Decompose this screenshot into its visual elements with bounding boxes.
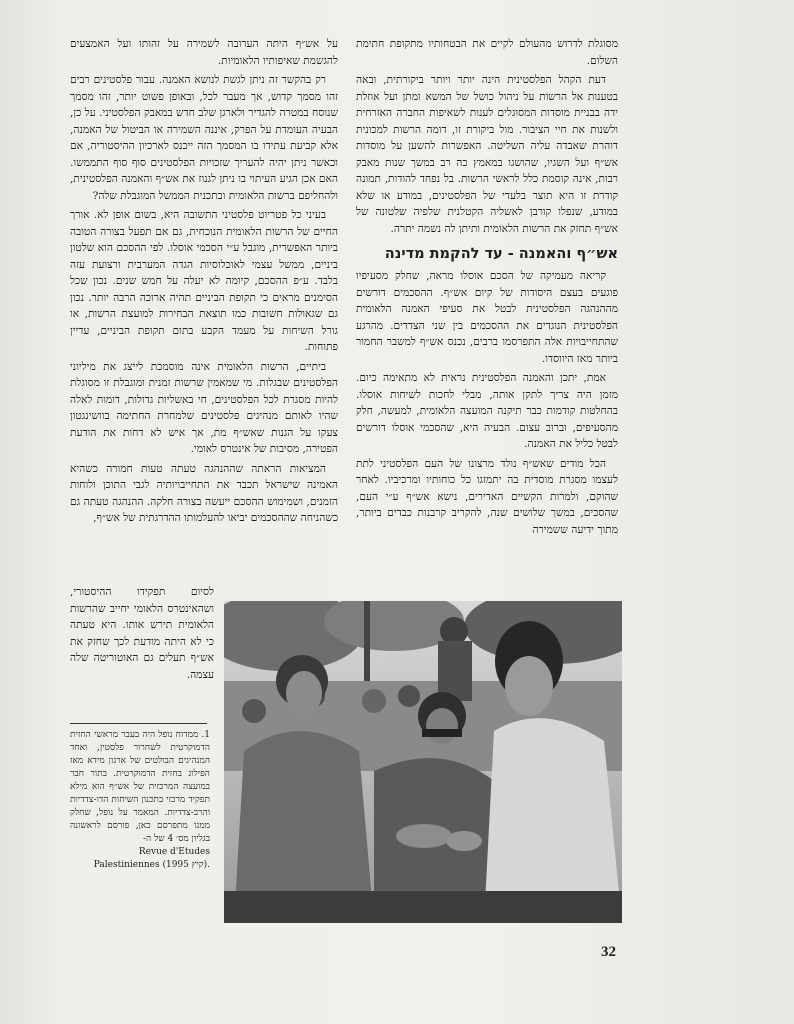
paragraph: הכל מודים שאש״ף נולד מרצונו של העם הפלסטיני לתת לעצמו מסגרת מוסדית בה יתמזגו כל כוחותיו ומרכיביו. לאחר שהוקם, ולמרות הקשיים האדירים, נישא אש״ף ע״י העם, שהסכים, במשך שלושים שנה, להקריב קרבנות כבדים ביותר, מתוך ידיעה ששמירה xyxy=(356,457,618,536)
paragraph: לסיום תפקידו ההיסטורי, ושהאינטרס הלאומי יחייב שהרשות הלאומית תירש אותו. היא טעתה כי לא היתה מודעת לכך שחזק את אש״ף תעלים גם האוטוריטה שלה עצמה. xyxy=(70,586,214,681)
paragraph: על אש״ף היתה הערובה לשמירה על זהותו ועל האמצעים להגשמת שאיפותיו הלאומיות. xyxy=(70,38,338,67)
paragraph: דעת הקהל הפלסטינית הינה יותר ויותר ביקורתית, ובאה בטענות אל הרשות על ניהול כושל של המשא ומתן ועל אוזלת ידה בבניית מוסדות המסוגלים לענות לשאיפות החברה האזרחית ולשנות את חיי הציבור. מול ביקורת זו, דומה הרשות למכונית דוהרת שאבדה עליה השליטה. האפשרות להשען על מוסדות אש״ף ועל השגיו, שהושגו במאמץ כה רב במשך שנות מאבק רבות, אינה קוסמת כלל לראשי הרשות. בל נפחד להודות, תמונה קודרת זו היא תוצר בלעדי של הפלסטינים, במודע או שלא במודע, שנפלו קורבן לאשליה הקטלנית שלפיה שלטונה של אש״ף תחזק את הרשות הלאומית ותיתן לה נשמה יתרה. xyxy=(356,74,618,235)
footnote-journal: Revue d'Etudes xyxy=(138,847,210,857)
group-photo xyxy=(224,601,622,923)
paragraph: בעיני כל פטריוט פלסטיני התשובה היא, בשום אופן לא. אורך החיים של הרשות הלאומית הנוכחית, גם אם תפעל בצורה הטובה ביותר האפשרית, מוגבל ע״י הסכמי אוסלו. לפי ההסכם הוא שלטון ביניים, ממשל עצמי לאוכלוסיות הגדה המערבית ורצועת עזה בלבד. ע״פ ההסכם, קיומה לא יעלה על חמש שנים. נכון שכל הסימנים מראים כי תקופת הביניים תהיה ארוכה הרבה יותר. נכון גם שגאולות חשובות כמו תוצאת הבחירות למועצת הרשות, או גורל השיחות על מעמד הקבע בתום תקופת הביניים, עדיין פתוחות. xyxy=(70,209,338,353)
right-column xyxy=(356,36,618,592)
left-column xyxy=(70,36,338,584)
paragraph: קריאה מעמיקה של הסכם אוסלו מראה, שחלק מסעיפיו פוגעים בעצם היסודות של קיום אש״ף. ההסכמים דורשים מההנהגה הפלסטינית לבטל את סעיפי האמנה הלאומית הפלסטינית הנוגדים את ההסכמים בין שני הצדדים. מהרגע שהתחייבויות אלה התפרסמו ברבים, נכנס אש״ף למשבר החמור ביותר מאז היווסדו. xyxy=(356,270,618,365)
paragraph: רק בהקשר זה ניתן לגשת לנושא האמנה. עבור פלסטינים רבים זהו מסמך קדוש, אך מעבר לכל, ובאופן פשוט יותר, זהו מסמך שנוסח במטרה להגדיר ולארגן שלב חדש במאבק הפלסטיני. על כן, הבעיה העומדת על הפרק, איננה השמירה או הביטול של האמנה, אלא קביעת עתידו בו המסמך הזה ייכנס לארכיון ההיסטוריה, אם וכאשר ניתן יהיה להעריך שזכויות הפלסטינים סוף סוף התממשו. האם אכן הגיע העיתוי בו ניתן לגנוז את אש״ף והאמנה הפלסטינית, ולהחליפם ברשות הלאומית ובתכנית הממשל המוגבלת שלה? xyxy=(70,74,338,202)
photo-illustration xyxy=(224,601,622,923)
section-heading: אש״ף והאמנה - עד להקמת מדינה xyxy=(384,246,618,262)
footnote-divider xyxy=(70,723,207,724)
footnote-text: 1. ממדוח נופל היה בעבר מראשי החזית הדמוקרטית לשחרור פלסטין, ואחד המנהיגים הבולטים של ארגון מידא מאז הפילוג בחזית הדמוקרטית. בתור חבר במועצה המרכזית של אש״ף הוא מילא תפקיד מרכזי בתכנון השיחות הדו-צדדיות והרב-צדדיות. המאמר על נופל, שחלק ממנו מתפרסם כאן, פורסם לראשונה בגליון מס׳ 4 של ה- xyxy=(70,730,210,844)
paragraph: מסוגלת לדרוש מהעולם לקיים את הבטחותיו מתקופת חתימת השלום. xyxy=(356,38,618,67)
page-number: 32 xyxy=(601,944,616,960)
footnote-journal-line2: Palestiniennes (קיץ 1995). xyxy=(93,860,210,870)
paragraph: אמת, יתכן והאמנה הפלסטינית נראית לא מתאימה כיום. מזמן היה צריך לתקן אותה, מבלי לחכות לשיחות אוסלו. בהחלטות קודמות כבר תיקנה המועצה הלאומית, למעשה, חלק מהסעיפים, וברוב עצום. הבעיה היא, שהסכמי אוסלו דורשים לבטל כליל את האמנה. xyxy=(356,372,618,450)
left-column-continuation xyxy=(70,584,214,724)
footnote xyxy=(70,729,210,872)
paragraph: ביתיים, הרשות הלאומית אינה מוסמכת לייצג את מיליוני הפלסטינים שבגלות. מי שמאמין שרשות זמנית ומוגבלת זו מסוגלת להיות מסגרת לכל הפלסטינים, חי באשליות גדולות, דומות לאלה שהיו לאותם מנהיגים פלסטינים שלמחרת החתימה בוושינגטון צעקו על הגנות שאש״ף מת, אך איש לא דחות את הודעת הפטירה, מסיבות של אינטרס לאומי. xyxy=(70,360,338,455)
paragraph: המציאות הראתה שההנהגה טעתה טעות חמורה כשהיא האמינה שישראל תכבד את התחייבויותיה לגבי התוכן ולוחות הזמנים, ושמימוש ההסכם ייעשה בצורה חלקה. ההנהגה טעתה גם כשהניחה שההסכמים יביאו להעלמותו ההדרגתית של אש״ף, xyxy=(70,462,338,524)
